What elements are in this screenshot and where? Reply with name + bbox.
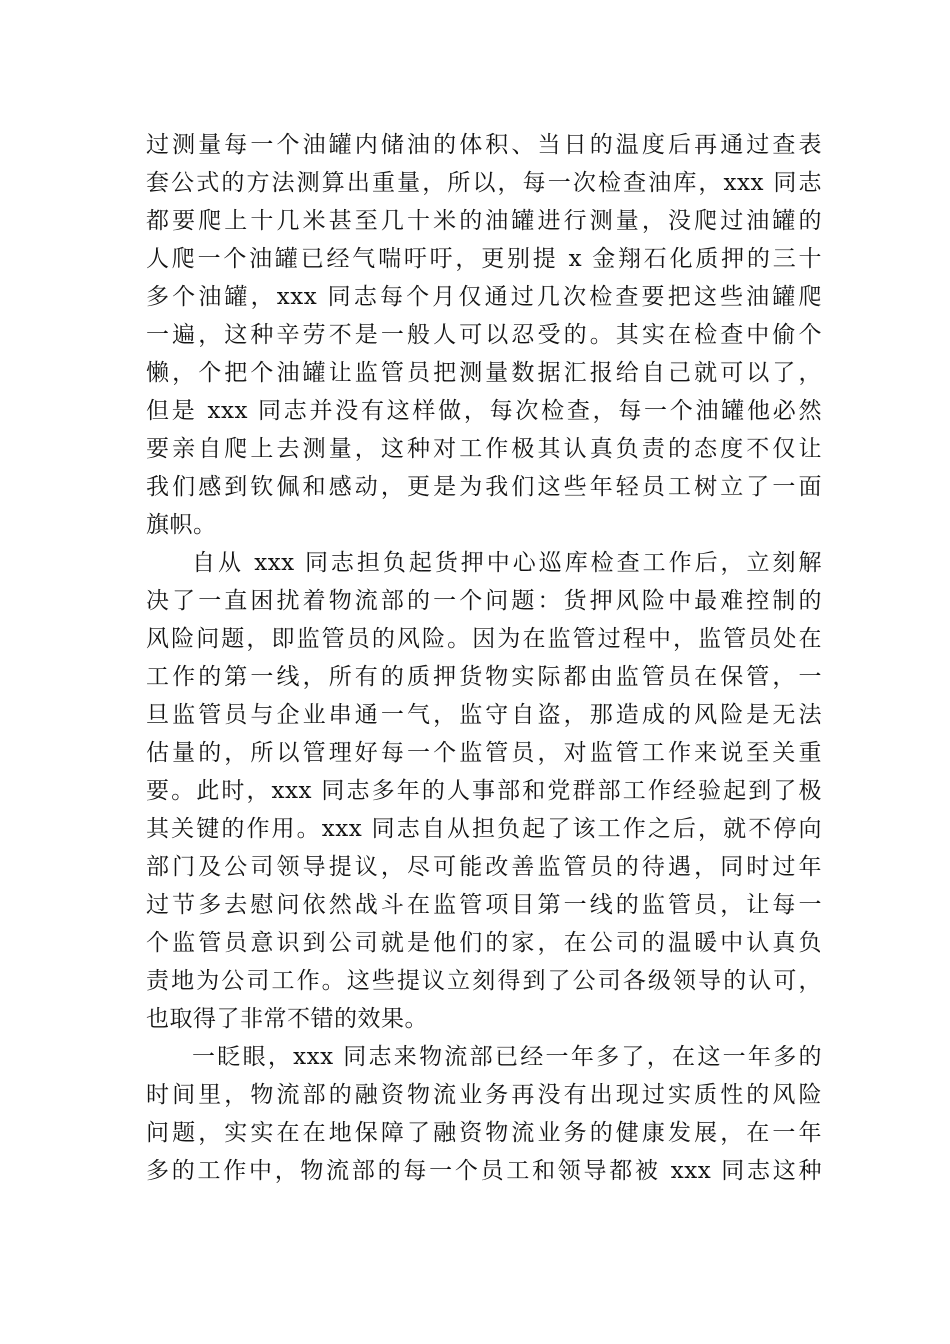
text-line: 但是 xxx 同志并没有这样做，每次检查，每一个油罐他必然	[146, 398, 822, 424]
text-line: 工作的第一线，所有的质押货物实际都由监管员在保管，一	[146, 664, 822, 690]
paragraph-1	[146, 126, 822, 544]
text-line: 旦监管员与企业串通一气，监守自盗，那造成的风险是无法	[146, 702, 822, 728]
text-line: 旗帜。	[146, 512, 217, 538]
paragraph-3	[146, 1038, 822, 1190]
text-line: 个监管员意识到公司就是他们的家，在公司的温暖中认真负	[146, 930, 822, 956]
text-line: 估量的，所以管理好每一个监管员，对监管工作来说至关重	[146, 740, 822, 766]
text-line: 风险问题，即监管员的风险。因为在监管过程中，监管员处在	[146, 626, 822, 652]
text-line: 懒，个把个油罐让监管员把测量数据汇报给自己就可以了，	[146, 360, 822, 386]
text-line: 时间里，物流部的融资物流业务再没有出现过实质性的风险	[146, 1082, 822, 1108]
text-line: 我们感到钦佩和感动，更是为我们这些年轻员工树立了一面	[146, 474, 822, 500]
text-line: 决了一直困扰着物流部的一个问题：货押风险中最难控制的	[146, 588, 822, 614]
paragraph-2	[146, 544, 822, 1038]
text-line: 多的工作中，物流部的每一个员工和领导都被 xxx 同志这种	[146, 1158, 822, 1184]
text-line: 一遍，这种辛劳不是一般人可以忍受的。其实在检查中偷个	[146, 322, 822, 348]
text-line: 人爬一个油罐已经气喘吁吁，更别提 x 金翔石化质押的三十	[146, 246, 822, 272]
text-line: 其关键的作用。xxx 同志自从担负起了该工作之后，就不停向	[146, 816, 822, 842]
text-line: 套公式的方法测算出重量，所以，每一次检查油库，xxx 同志	[146, 170, 822, 196]
text-line: 要亲自爬上去测量，这种对工作极其认真负责的态度不仅让	[146, 436, 822, 462]
text-line: 责地为公司工作。这些提议立刻得到了公司各级领导的认可，	[146, 968, 822, 994]
text-line: 多个油罐，xxx 同志每个月仅通过几次检查要把这些油罐爬	[146, 284, 822, 310]
text-line: 部门及公司领导提议，尽可能改善监管员的待遇，同时过年	[146, 854, 822, 880]
text-line: 一眨眼，xxx 同志来物流部已经一年多了，在这一年多的	[192, 1044, 822, 1070]
text-line: 过测量每一个油罐内储油的体积、当日的温度后再通过查表	[146, 132, 822, 158]
text-line: 都要爬上十几米甚至几十米的油罐进行测量，没爬过油罐的	[146, 208, 822, 234]
text-line: 问题，实实在在地保障了融资物流业务的健康发展，在一年	[146, 1120, 822, 1146]
text-line: 要。此时，xxx 同志多年的人事部和党群部工作经验起到了极	[146, 778, 822, 804]
text-line: 自从 xxx 同志担负起货押中心巡库检查工作后，立刻解	[192, 550, 822, 576]
document-body	[146, 126, 822, 1190]
text-line: 过节多去慰问依然战斗在监管项目第一线的监管员，让每一	[146, 892, 822, 918]
text-line: 也取得了非常不错的效果。	[146, 1006, 428, 1032]
